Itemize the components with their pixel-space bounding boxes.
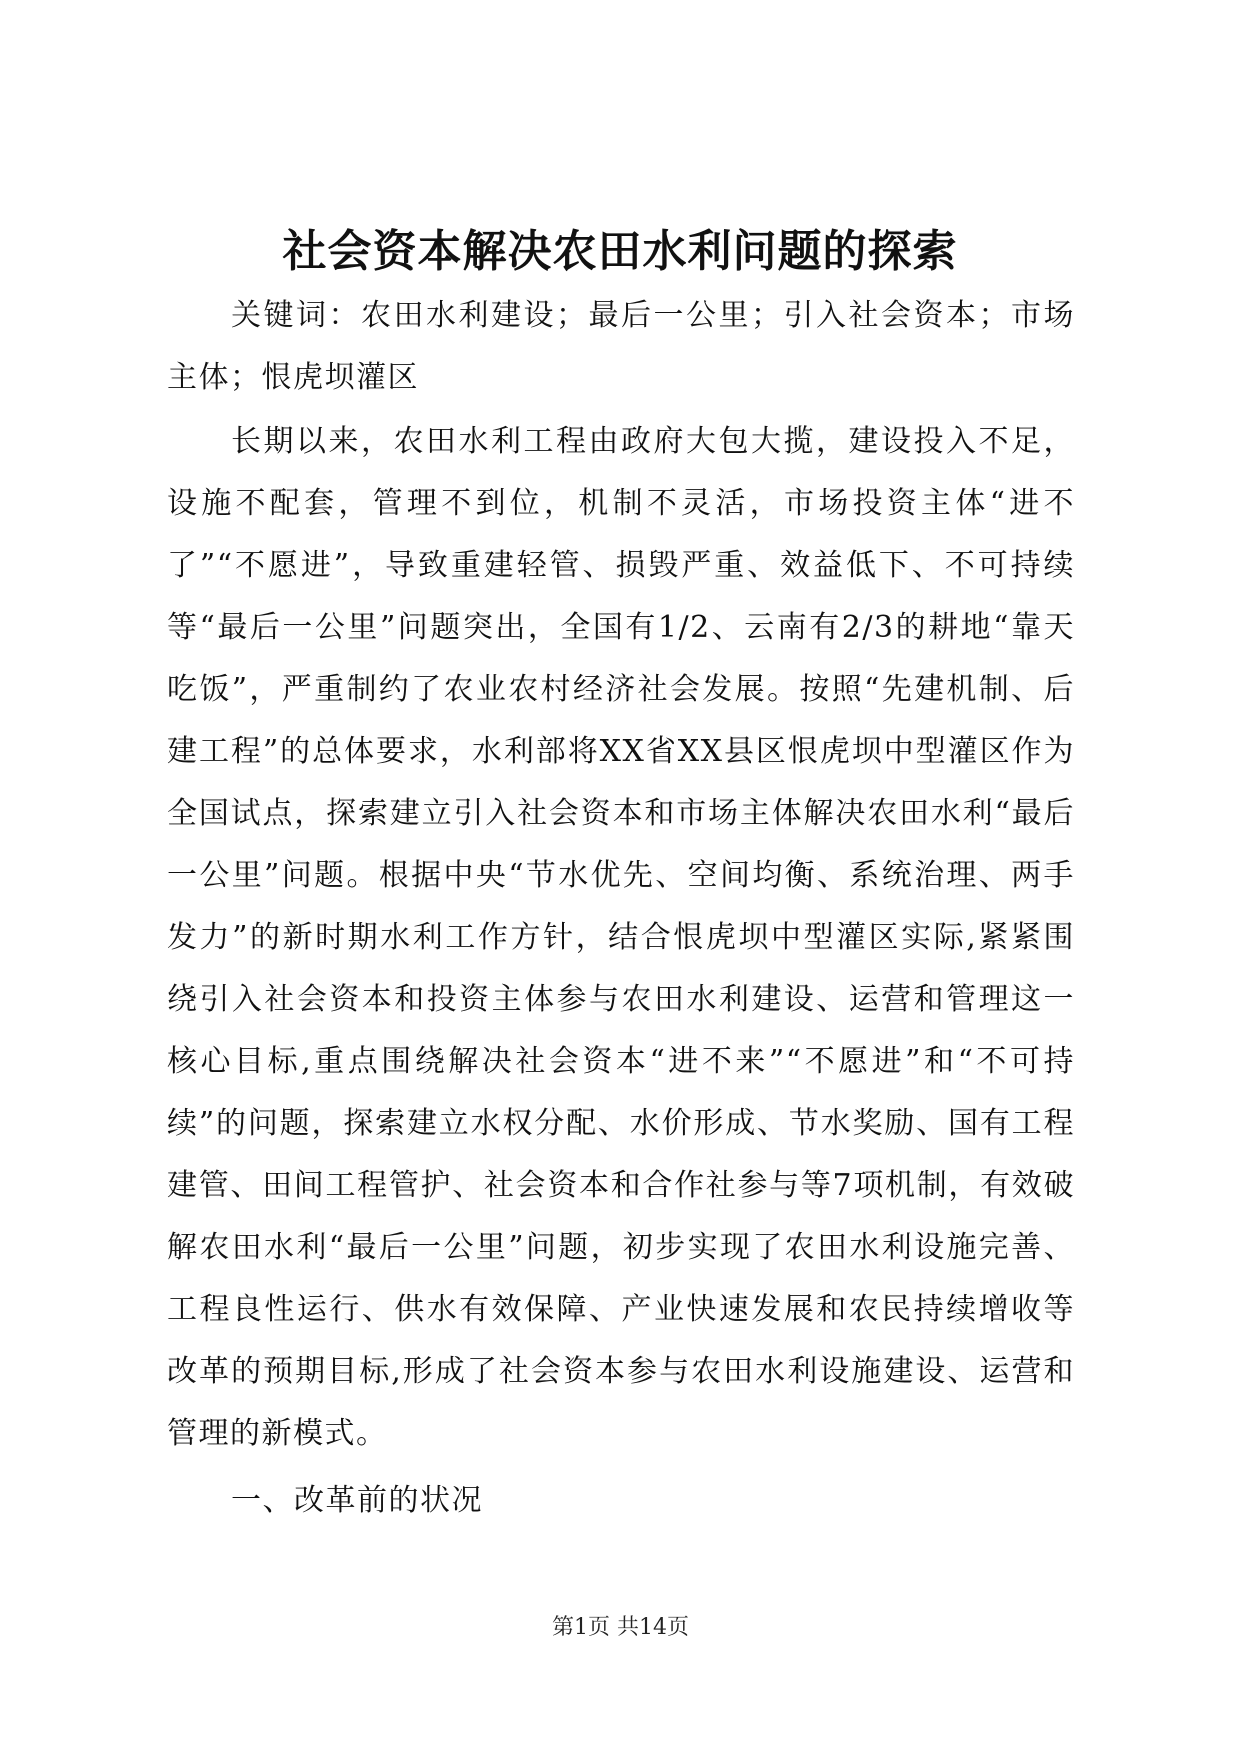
intro-paragraph: 长期以来，农田水利工程由政府大包大揽，建设投入不足，设施不配套，管理不到位，机制不灵活，市场投资主体“进不了”“不愿进”，导致重建轻管、损毁严重、效益低下、不可持续等“最后一公里”问题突出，全国有1/2、云南有2/3的耕地“靠天吃饭”，严重制约了农业农村经济社会发展。按照“先建机制、后建工程”的总体要求，水利部将XX省XX县区恨虎坝中型灌区作为全国试点，探索建立引入社会资本和市场主体解决农田水利“最后一公里”问题。根据中央“节水优先、空间均衡、系统治理、两手发力”的新时期水利工作方针，结合恨虎坝中型灌区实际,紧紧围绕引入社会资本和投资主体参与农田水利建设、运营和管理这一核心目标,重点围绕解决社会资本“进不来”“不愿进”和“不可持续”的问题，探索建立水权分配、水价形成、节水奖励、国有工程建管、田间工程管护、社会资本和合作社参与等7项机制，有效破解农田水利“最后一公里”问题，初步实现了农田水利设施完善、工程良性运行、供水有效保障、产业快速发展和农民持续增收等改革的预期目标,形成了社会资本参与农田水利设施建设、运营和管理的新模式。 xyxy=(167,424,1075,1451)
page-footer: 第1页 共14页 xyxy=(552,1615,689,1640)
section-heading: 一、改革前的状况 xyxy=(231,1483,483,1518)
keywords-paragraph: 关键词：农田水利建设；最后一公里；引入社会资本；市场主体；恨虎坝灌区 xyxy=(167,298,1075,395)
document-title: 社会资本解决农田水利问题的探索 xyxy=(282,226,958,277)
